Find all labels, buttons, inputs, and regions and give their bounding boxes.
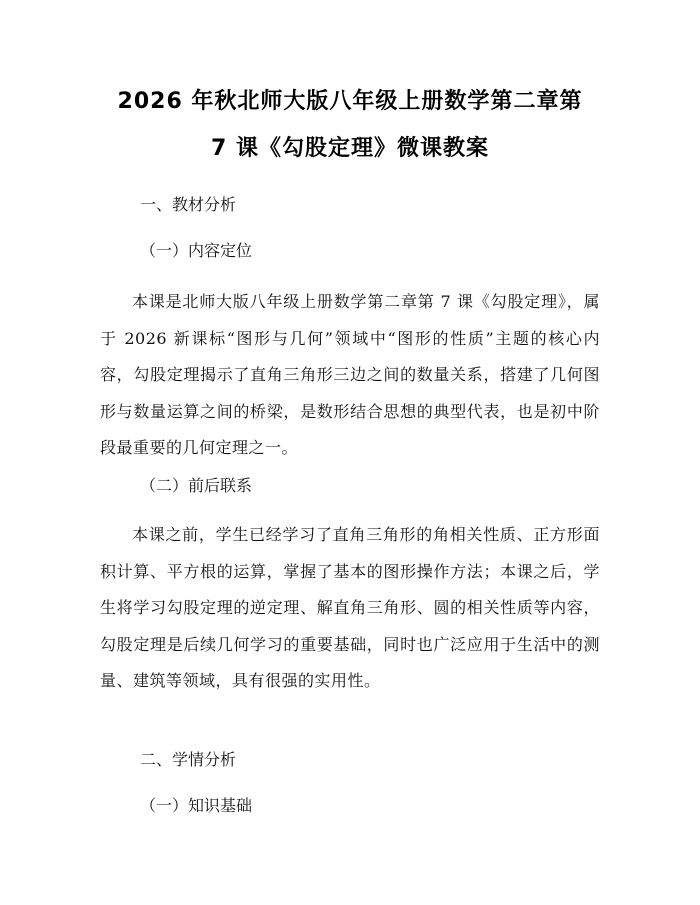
subsection-heading-connections: （二）前后联系 [140, 476, 253, 495]
section-heading-teaching-material: 一、教材分析 [140, 195, 237, 214]
section-heading-learner-analysis: 二、学情分析 [140, 750, 237, 769]
subsection-heading-knowledge-basis: （一）知识基础 [140, 796, 253, 815]
document-title-line-1: 2026 年秋北师大版八年级上册数学第二章第 [117, 89, 583, 114]
subsection-heading-content-positioning: （一）内容定位 [140, 241, 253, 260]
paragraph-connections: 本课之前，学生已经学习了直角三角形的角相关性质、正方形面积计算、平方根的运算，掌握了基本的图形操作方法；本课之后，学生将学习勾股定理的逆定理、解直角三角形、圆的相关性质等内容，勾股定理是后续几何学习的重要基础，同时也广泛应用于生活中的测量、建筑等领域，具有很强的实用性。 [100, 525, 600, 690]
document-title-line-2: 7 课《勾股定理》微课教案 [211, 136, 489, 161]
paragraph-content-positioning: 本课是北师大版八年级上册数学第二章第 7 课《勾股定理》，属于 2026 新课标“图形与几何”领域中“图形的性质”主题的核心内容，勾股定理揭示了直角三角形三边之间的数量关系，搭建了几何图形与数量运算之间的桥梁，是数形结合思想的典型代表，也是初中阶段最重要的几何定理之一。 [100, 292, 600, 457]
